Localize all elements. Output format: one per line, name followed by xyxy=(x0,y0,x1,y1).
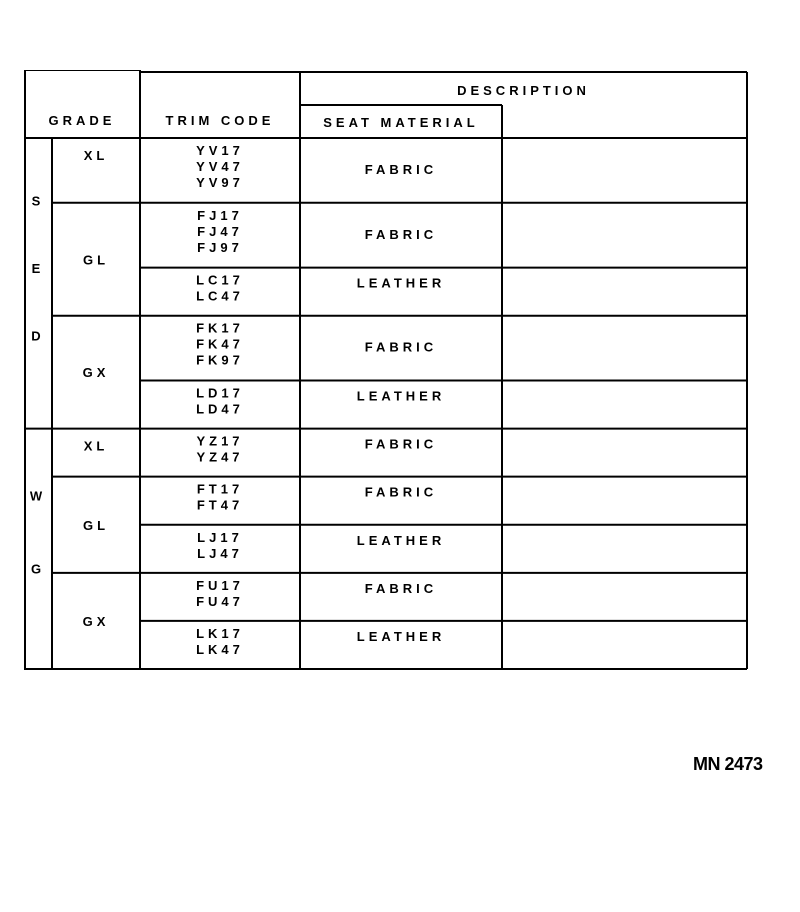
grade-label: XL xyxy=(83,148,109,163)
trim-code: FT17 xyxy=(196,481,244,497)
seat-material: LEATHER xyxy=(356,388,446,404)
grade-label: GX xyxy=(82,365,110,381)
description-header: DESCRIPTION xyxy=(457,83,590,98)
trim-code: YV47 xyxy=(196,159,244,174)
body-type-letter: E xyxy=(31,261,45,277)
trim-code: FU47 xyxy=(196,593,244,609)
grade-header: GRADE xyxy=(48,113,116,128)
trim-code: FU17 xyxy=(196,577,244,593)
trim-code: YZ17 xyxy=(196,433,244,449)
seat-material: FABRIC xyxy=(364,484,438,500)
trim-code: YV97 xyxy=(196,175,244,190)
body-type-letter: S xyxy=(31,193,45,209)
trim-code: FK47 xyxy=(196,336,244,352)
trim-code: LC47 xyxy=(196,288,244,304)
trim-code-header: TRIM CODE xyxy=(165,113,275,128)
body-type-letter: W xyxy=(29,488,47,504)
seat-material: FABRIC xyxy=(364,436,438,452)
grade-label: XL xyxy=(83,438,109,454)
seat-material-header: SEAT MATERIAL xyxy=(323,115,479,130)
grade-label: GL xyxy=(82,517,110,533)
trim-code: LJ47 xyxy=(197,545,243,561)
trim-code: FJ47 xyxy=(197,223,243,239)
trim-code: FJ97 xyxy=(197,239,243,255)
trim-code-table xyxy=(24,70,748,670)
grade-label: GL xyxy=(82,252,110,268)
seat-material: FABRIC xyxy=(364,580,438,596)
seat-material: FABRIC xyxy=(364,162,438,177)
trim-code: LD17 xyxy=(196,385,244,401)
trim-code: FK97 xyxy=(196,352,244,368)
seat-material: LEATHER xyxy=(356,275,446,291)
trim-code: LK17 xyxy=(196,625,244,641)
trim-code: LK47 xyxy=(196,641,244,657)
trim-code: YZ47 xyxy=(196,449,244,465)
grade-label: GX xyxy=(82,613,110,629)
trim-code: LJ17 xyxy=(197,529,243,545)
document-id: MN 2473 xyxy=(693,754,763,774)
trim-code: YV17 xyxy=(196,143,244,158)
trim-code: FK17 xyxy=(196,320,244,336)
trim-code: FJ17 xyxy=(197,207,243,223)
seat-material: FABRIC xyxy=(364,226,438,242)
seat-material: FABRIC xyxy=(364,339,438,355)
trim-code: LC17 xyxy=(196,272,244,288)
trim-code: FT47 xyxy=(196,497,244,513)
seat-material: LEATHER xyxy=(356,628,446,644)
trim-code: LD47 xyxy=(196,401,244,417)
body-type-letter: D xyxy=(31,328,45,344)
body-type-letter: G xyxy=(30,561,46,577)
seat-material: LEATHER xyxy=(356,532,446,548)
